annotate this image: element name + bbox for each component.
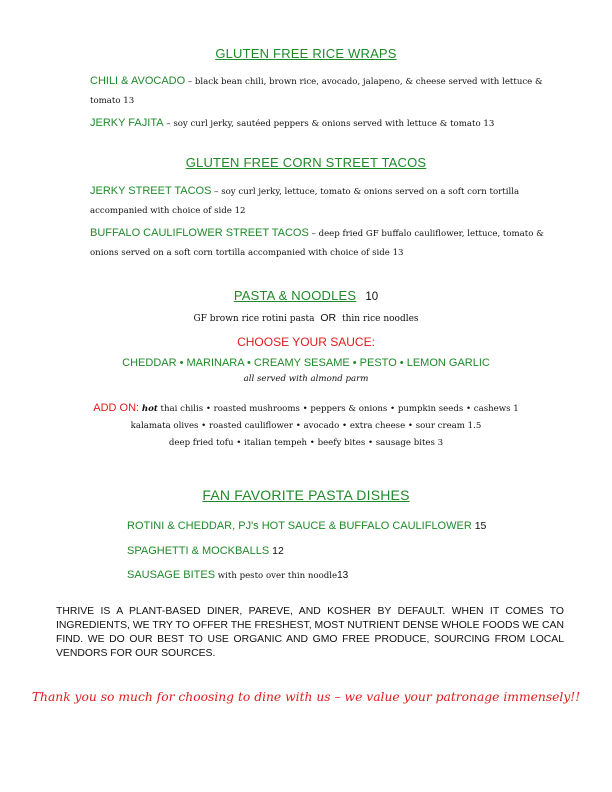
- sauce-list: CHEDDAR • MARINARA • CREAMY SESAME • PESTO • LEMON GARLIC: [122, 357, 490, 369]
- pasta-option-rotini: GF brown rice rotini pasta: [193, 314, 315, 324]
- item-name: BUFFALO CAULIFLOWER STREET TACOS: [90, 227, 309, 239]
- section-title-favorites: FAN FAVORITE PASTA DISHES: [202, 487, 410, 503]
- add-on-line-1: [0, 400, 612, 418]
- menu-item-jerky-fajita: [90, 113, 565, 132]
- item-price: 15: [471, 520, 487, 532]
- item-desc: – soy curl jerky, lettuce, tomato & onions served on a soft corn tortilla accompanied with choice of side 12: [90, 187, 520, 216]
- menu-item-rotini-cheddar: [127, 514, 486, 533]
- menu-item-spaghetti-mockballs: [127, 539, 284, 558]
- item-price: 12: [269, 545, 284, 557]
- add-on-hot: hot: [141, 404, 158, 414]
- section-title-pasta: PASTA & NOODLES: [233, 288, 357, 303]
- add-on-label: ADD ON:: [93, 402, 140, 414]
- pasta-heading: [0, 285, 612, 304]
- menu-item-buffalo-cauliflower-tacos: [90, 223, 565, 261]
- item-name: SPAGHETTI & MOCKBALLS: [127, 545, 270, 557]
- item-desc: – black bean chili, brown rice, avocado, jalapeno, & cheese served with lettuce & tomato 13: [90, 77, 543, 106]
- pasta-options: [0, 312, 612, 324]
- item-price: 13: [337, 570, 349, 581]
- add-on-list: [0, 400, 612, 452]
- menu-item-jerky-street-tacos: [90, 181, 565, 219]
- item-name: SAUSAGE BITES: [127, 569, 216, 581]
- item-desc: – soy curl jerky, sautéed peppers & onions served with lettuce & tomato 13: [163, 119, 495, 129]
- add-on-line-1-text: thai chilis • roasted mushrooms • peppers & onions • pumpkin seeds • cashews 1: [157, 404, 519, 414]
- item-name: CHILI & AVOCADO: [90, 75, 186, 87]
- menu-item-sausage-bites: [127, 563, 348, 582]
- item-name: JERKY STREET TACOS: [90, 185, 212, 197]
- item-desc: – deep fried GF buffalo cauliflower, lettuce, tomato & onions served on a soft corn tortilla accompanied with choice of side 13: [90, 229, 544, 258]
- item-name: JERKY FAJITA: [90, 117, 164, 129]
- item-name: ROTINI & CHEDDAR, PJ's HOT SAUCE & BUFFALO CAULIFLOWER: [127, 520, 472, 532]
- add-on-line-2: kalamata olives • roasted cauliflower • avocado • extra cheese • sour cream 1.5: [130, 421, 482, 431]
- about-paragraph: THRIVE IS A PLANT-BASED DINER, PAREVE, AND KOSHER BY DEFAULT. WHEN IT COMES TO INGREDIENTS, WE TRY TO OFFER THE FRESHEST, MOST NUTRIENT DENSE WHOLE FOODS WE CAN FIND. WE DO OUR BEST TO USE ORGANIC AND GMO FREE PRODUCE, SOURCING FROM LOCAL VENDORS FOR OUR SOURCES.: [56, 606, 564, 659]
- pasta-price: 10: [365, 291, 379, 303]
- add-on-line-3: deep fried tofu • italian tempeh • beefy bites • sausage bites 3: [168, 438, 444, 448]
- item-desc: with pesto over thin noodle: [215, 571, 338, 581]
- pasta-option-or: OR: [320, 312, 337, 324]
- thank-you-note: Thank you so much for choosing to dine with us – we value your patronage immensely!!: [31, 690, 581, 704]
- section-title-tacos: GLUTEN FREE CORN STREET TACOS: [185, 155, 427, 170]
- section-title-wraps: GLUTEN FREE RICE WRAPS: [215, 46, 397, 61]
- menu-item-chili-avocado: [90, 71, 565, 109]
- choose-sauce-heading: CHOOSE YOUR SAUCE:: [237, 335, 375, 349]
- served-note: all served with almond parm: [243, 374, 369, 384]
- pasta-option-noodles: thin rice noodles: [341, 314, 419, 324]
